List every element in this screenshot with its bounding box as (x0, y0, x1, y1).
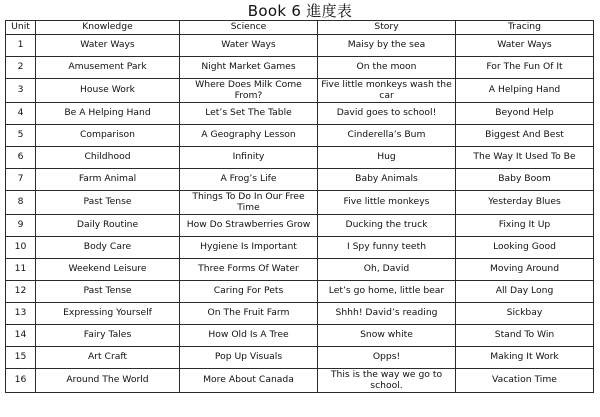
cell-knowledge: Around The World (36, 369, 180, 393)
table-row (6, 303, 594, 325)
cell-science: Infinity (180, 147, 318, 169)
cell-story: Oh, David (318, 259, 456, 281)
schedule-table (5, 20, 594, 393)
cell-tracing: Beyond Help (456, 103, 594, 125)
cell-knowledge: Farm Animal (36, 169, 180, 191)
cell-story: This is the way we go to school. (318, 369, 456, 393)
cell-knowledge: Past Tense (36, 281, 180, 303)
cell-science: Things To Do In Our Free Time (180, 191, 318, 215)
table-row (6, 79, 594, 103)
table-row (6, 147, 594, 169)
cell-tracing: Stand To Win (456, 325, 594, 347)
cell-science: Night Market Games (180, 57, 318, 79)
table-row (6, 191, 594, 215)
table-row (6, 325, 594, 347)
cell-tracing: A Helping Hand (456, 79, 594, 103)
cell-unit: 10 (6, 237, 36, 259)
table-row (6, 281, 594, 303)
cell-unit: 9 (6, 215, 36, 237)
cell-knowledge: Be A Helping Hand (36, 103, 180, 125)
cell-tracing: Water Ways (456, 35, 594, 57)
cell-story: Opps! (318, 347, 456, 369)
cell-unit: 6 (6, 147, 36, 169)
cell-tracing: The Way It Used To Be (456, 147, 594, 169)
cell-tracing: Sickbay (456, 303, 594, 325)
cell-science: Hygiene Is Important (180, 237, 318, 259)
cell-story: Snow white (318, 325, 456, 347)
cell-science: More About Canada (180, 369, 318, 393)
cell-science: How Do Strawberries Grow (180, 215, 318, 237)
cell-knowledge: Daily Routine (36, 215, 180, 237)
cell-science: On The Fruit Farm (180, 303, 318, 325)
cell-science: Where Does Milk Come From? (180, 79, 318, 103)
cell-unit: 13 (6, 303, 36, 325)
header-row (6, 21, 594, 35)
cell-unit: 4 (6, 103, 36, 125)
cell-knowledge: House Work (36, 79, 180, 103)
cell-science: A Geography Lesson (180, 125, 318, 147)
cell-tracing: Vacation Time (456, 369, 594, 393)
header-unit: Unit (6, 21, 36, 35)
cell-tracing: Looking Good (456, 237, 594, 259)
table-row (6, 237, 594, 259)
cell-knowledge: Childhood (36, 147, 180, 169)
cell-unit: 2 (6, 57, 36, 79)
cell-science: A Frog’s Life (180, 169, 318, 191)
table-row (6, 169, 594, 191)
cell-story: Five little monkeys (318, 191, 456, 215)
table-row (6, 125, 594, 147)
cell-tracing: All Day Long (456, 281, 594, 303)
table-row (6, 259, 594, 281)
cell-tracing: Fixing It Up (456, 215, 594, 237)
cell-unit: 14 (6, 325, 36, 347)
cell-tracing: Moving Around (456, 259, 594, 281)
table-row (6, 215, 594, 237)
cell-story: On the moon (318, 57, 456, 79)
cell-story: Ducking the truck (318, 215, 456, 237)
cell-knowledge: Comparison (36, 125, 180, 147)
cell-unit: 1 (6, 35, 36, 57)
cell-tracing: For The Fun Of It (456, 57, 594, 79)
cell-science: Caring For Pets (180, 281, 318, 303)
cell-knowledge: Water Ways (36, 35, 180, 57)
table-row (6, 57, 594, 79)
cell-knowledge: Expressing Yourself (36, 303, 180, 325)
cell-story: David goes to school! (318, 103, 456, 125)
cell-story: Maisy by the sea (318, 35, 456, 57)
cell-tracing: Biggest And Best (456, 125, 594, 147)
cell-story: Baby Animals (318, 169, 456, 191)
cell-science: How Old Is A Tree (180, 325, 318, 347)
cell-knowledge: Body Care (36, 237, 180, 259)
cell-science: Water Ways (180, 35, 318, 57)
table-row (6, 103, 594, 125)
cell-knowledge: Amusement Park (36, 57, 180, 79)
cell-tracing: Yesterday Blues (456, 191, 594, 215)
header-story: Story (318, 21, 456, 35)
table-row (6, 347, 594, 369)
header-knowledge: Knowledge (36, 21, 180, 35)
cell-science: Pop Up Visuals (180, 347, 318, 369)
cell-story: I Spy funny teeth (318, 237, 456, 259)
cell-unit: 3 (6, 79, 36, 103)
cell-unit: 16 (6, 369, 36, 393)
header-tracing: Tracing (456, 21, 594, 35)
cell-story: Five little monkeys wash the car (318, 79, 456, 103)
cell-unit: 7 (6, 169, 36, 191)
cell-knowledge: Weekend Leisure (36, 259, 180, 281)
cell-unit: 8 (6, 191, 36, 215)
cell-tracing: Making It Work (456, 347, 594, 369)
cell-unit: 12 (6, 281, 36, 303)
cell-unit: 5 (6, 125, 36, 147)
cell-knowledge: Art Craft (36, 347, 180, 369)
cell-story: Shhh! David’s reading (318, 303, 456, 325)
cell-unit: 15 (6, 347, 36, 369)
table-row (6, 369, 594, 393)
cell-knowledge: Past Tense (36, 191, 180, 215)
cell-story: Hug (318, 147, 456, 169)
cell-story: Let’s go home, little bear (318, 281, 456, 303)
cell-unit: 11 (6, 259, 36, 281)
page-title: Book 6 進度表 (247, 2, 353, 20)
cell-tracing: Baby Boom (456, 169, 594, 191)
cell-science: Three Forms Of Water (180, 259, 318, 281)
cell-science: Let’s Set The Table (180, 103, 318, 125)
table-row (6, 35, 594, 57)
cell-story: Cinderella’s Bum (318, 125, 456, 147)
header-science: Science (180, 21, 318, 35)
cell-knowledge: Fairy Tales (36, 325, 180, 347)
